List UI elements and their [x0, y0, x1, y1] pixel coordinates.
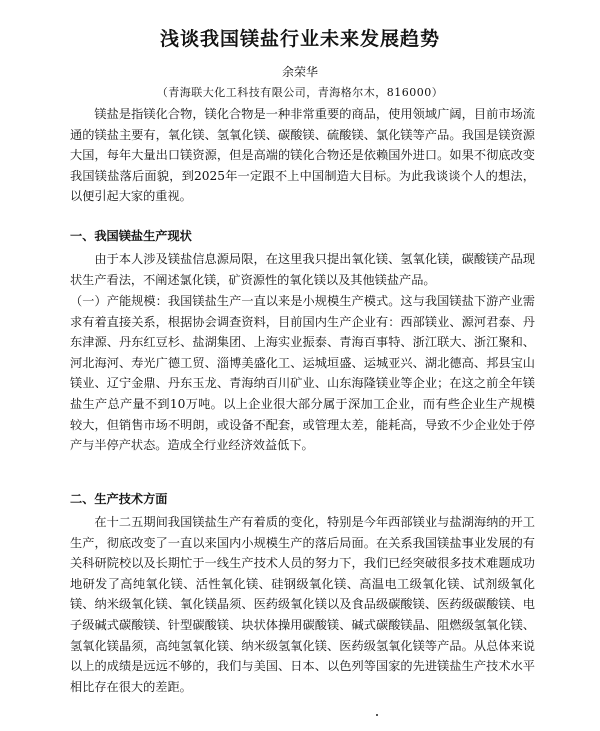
author-affiliation: （青海联大化工科技有限公司，青海格尔木，816000）	[156, 86, 444, 99]
section-heading-technology: 二、生产技术方面	[70, 492, 168, 506]
intro-paragraph: 镁盐是指镁化合物，镁化合物是一种非常重要的商品，使用领域广阔，目前市场流通的镁盐主要有，氧化镁、氢氧化镁、碳酸镁、硫酸镁、氯化镁等产品。我国是镁资源大国，每年大量出口镁资源，但是高端的镁化合物还是依赖国外进口。如果不彻底改变我国镁盐落后面貌，到2025年一定跟不上中国制造大目标。为此我谈谈个人的想法，以便引起大家的重视。	[70, 107, 535, 204]
page-mark	[376, 714, 378, 716]
production-status-paragraph: 由于本人涉及镁盐信息源局限，在这里我只提出氧化镁、氢氧化镁，碳酸镁产品现状生产看法，不阐述氯化镁，矿资源性的氧化镁以及其他镁盐产品。	[70, 252, 535, 287]
section-heading-production-status: 一、我国镁盐生产现状	[70, 229, 192, 243]
capacity-scale-paragraph: （一）产能规模：我国镁盐生产一直以来是小规模生产模式。这与我国镁盐下游产业需求有着直接关系，根据协会调查资料，目前国内生产企业有：西部镁业、源河君泰、丹东津源、丹东红豆杉、盐湖集团、上海实业振泰、青海百事特、浙江联大、浙江聚和、河北海河、寿光广德工贸、淄博美盛化工、运城垣盛、运城亚兴、湖北德高、邦县宝山镁业、辽宁金鼎、丹东玉龙、青海纳百川矿业、山东海隆镁业等企业；在这之前全年镁盐生产总产量不到10万吨。以上企业很大部分属于深加工企业，而有些企业生产规模较大，但销售市场不明朗，或设备不配套，或管理太差，能耗高，导致不少企业处于停产与半停产状态。造成全行业经济效益低下。	[70, 294, 535, 453]
technology-paragraph: 在十二五期间我国镁盐生产有着质的变化，特别是今年西部镁业与盐湖海纳的开工生产，彻底改变了一直以来国内小规模生产的落后局面。在关系我国镁盐事业发展的有关科研院校以及长期忙于一线生产技术人员的努力下，我们已经突破很多技术难题成功地研发了高纯氧化镁、活性氧化镁、硅钢级氧化镁、高温电工级氧化镁、试剂级氧化镁、纳米级氧化镁、氧化镁晶须、医药级氧化镁以及食品级碳酸镁、医药级碳酸镁、电子级碱式碳酸镁、针型碳酸镁、块状体操用碳酸镁、碱式碳酸镁晶、阻燃级氢氧化镁、氢氧化镁晶须，高纯氢氧化镁、纳米级氢氧化镁、医药级氢氧化镁等产品。从总体来说以上的成绩是远远不够的，我们与美国、日本、以色列等国家的先进镁盐生产技术水平相比存在很大的差距。	[70, 515, 535, 694]
document-title: 浅谈我国镁盐行业未来发展趋势	[159, 28, 440, 50]
author-name: 余荣华	[281, 65, 318, 79]
